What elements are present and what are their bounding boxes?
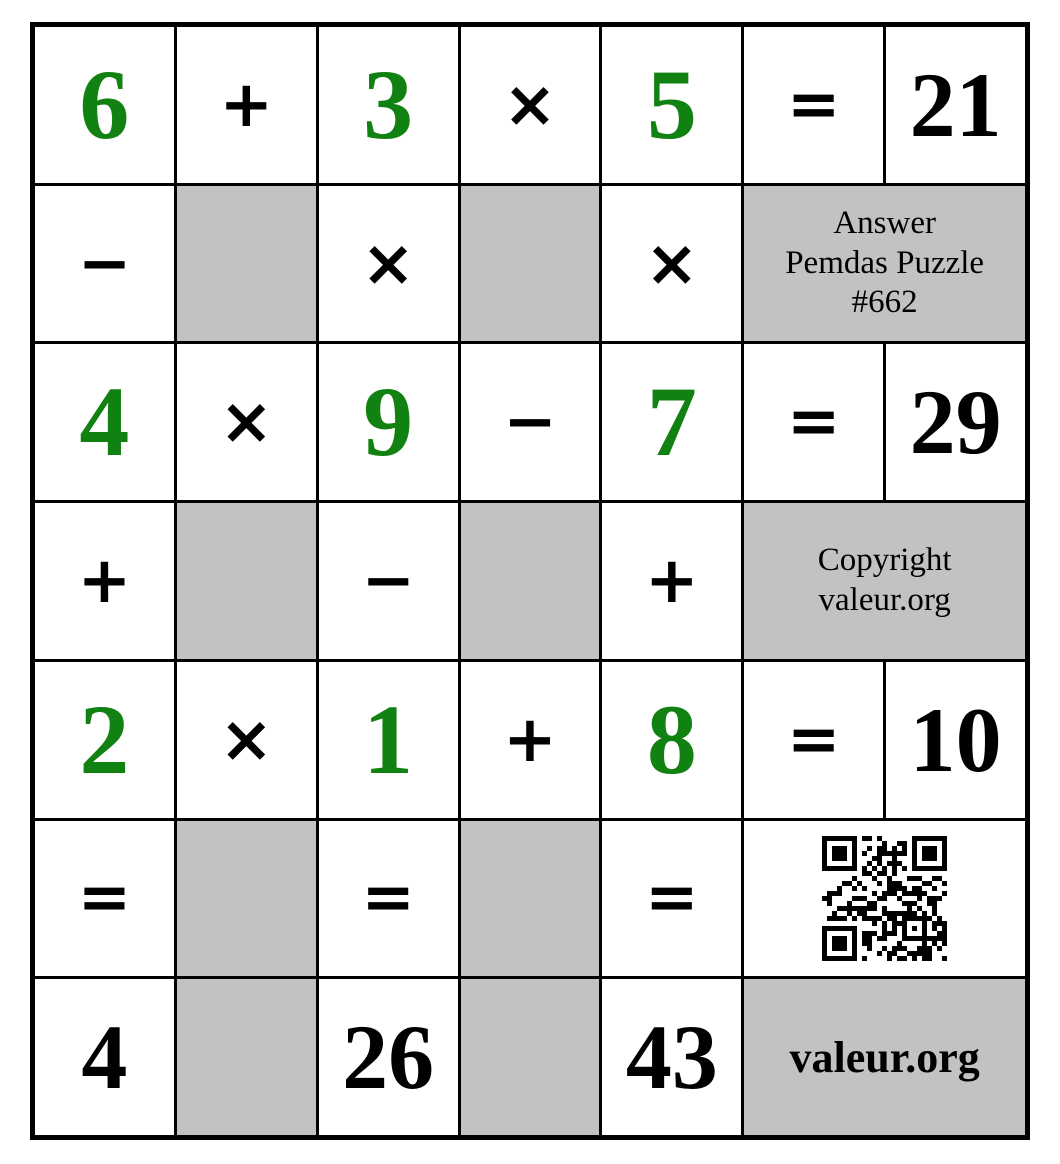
operator-cell: = [744,662,883,818]
pemdas-puzzle-grid [30,22,1030,1140]
puzzle-number-cell: 6 [35,27,174,183]
answer-title-line: Pemdas Puzzle [785,244,985,281]
operator-cell: = [744,27,883,183]
result-cell: 29 [886,344,1025,500]
puzzle-number-cell: 2 [35,662,174,818]
operator-cell: − [319,503,458,659]
blocked-cell [461,186,600,342]
puzzle-number-cell: 9 [319,344,458,500]
copyright-cell [744,503,1025,659]
result-cell: 4 [35,979,174,1135]
blocked-cell [177,979,316,1135]
result-cell: 21 [886,27,1025,183]
operator-cell: × [319,186,458,342]
copyright-line: Copyright [817,542,952,579]
operator-cell: + [602,503,741,659]
blocked-cell [461,979,600,1135]
blocked-cell [177,821,316,977]
puzzle-number-cell: 8 [602,662,741,818]
operator-cell: × [602,186,741,342]
answer-title-line: Answer [833,205,936,242]
operator-cell: × [177,662,316,818]
operator-cell: × [461,27,600,183]
answer-title-line: #662 [851,284,918,321]
site-brand-cell: valeur.org [744,979,1025,1135]
blocked-cell [461,821,600,977]
blocked-cell [177,186,316,342]
operator-cell: − [35,186,174,342]
qr-code-cell [744,821,1025,977]
operator-cell: = [35,821,174,977]
answer-title-cell [744,186,1025,342]
puzzle-number-cell: 7 [602,344,741,500]
operator-cell: + [177,27,316,183]
result-cell: 43 [602,979,741,1135]
blocked-cell [461,503,600,659]
puzzle-number-cell: 4 [35,344,174,500]
result-cell: 26 [319,979,458,1135]
operator-cell: = [744,344,883,500]
puzzle-number-cell: 5 [602,27,741,183]
operator-cell: = [602,821,741,977]
operator-cell: × [177,344,316,500]
operator-cell: − [461,344,600,500]
qr-code-icon [822,836,947,961]
puzzle-number-cell: 3 [319,27,458,183]
operator-cell: + [35,503,174,659]
puzzle-number-cell: 1 [319,662,458,818]
operator-cell: = [319,821,458,977]
result-cell: 10 [886,662,1025,818]
operator-cell: + [461,662,600,818]
blocked-cell [177,503,316,659]
copyright-line: valeur.org [818,581,951,618]
